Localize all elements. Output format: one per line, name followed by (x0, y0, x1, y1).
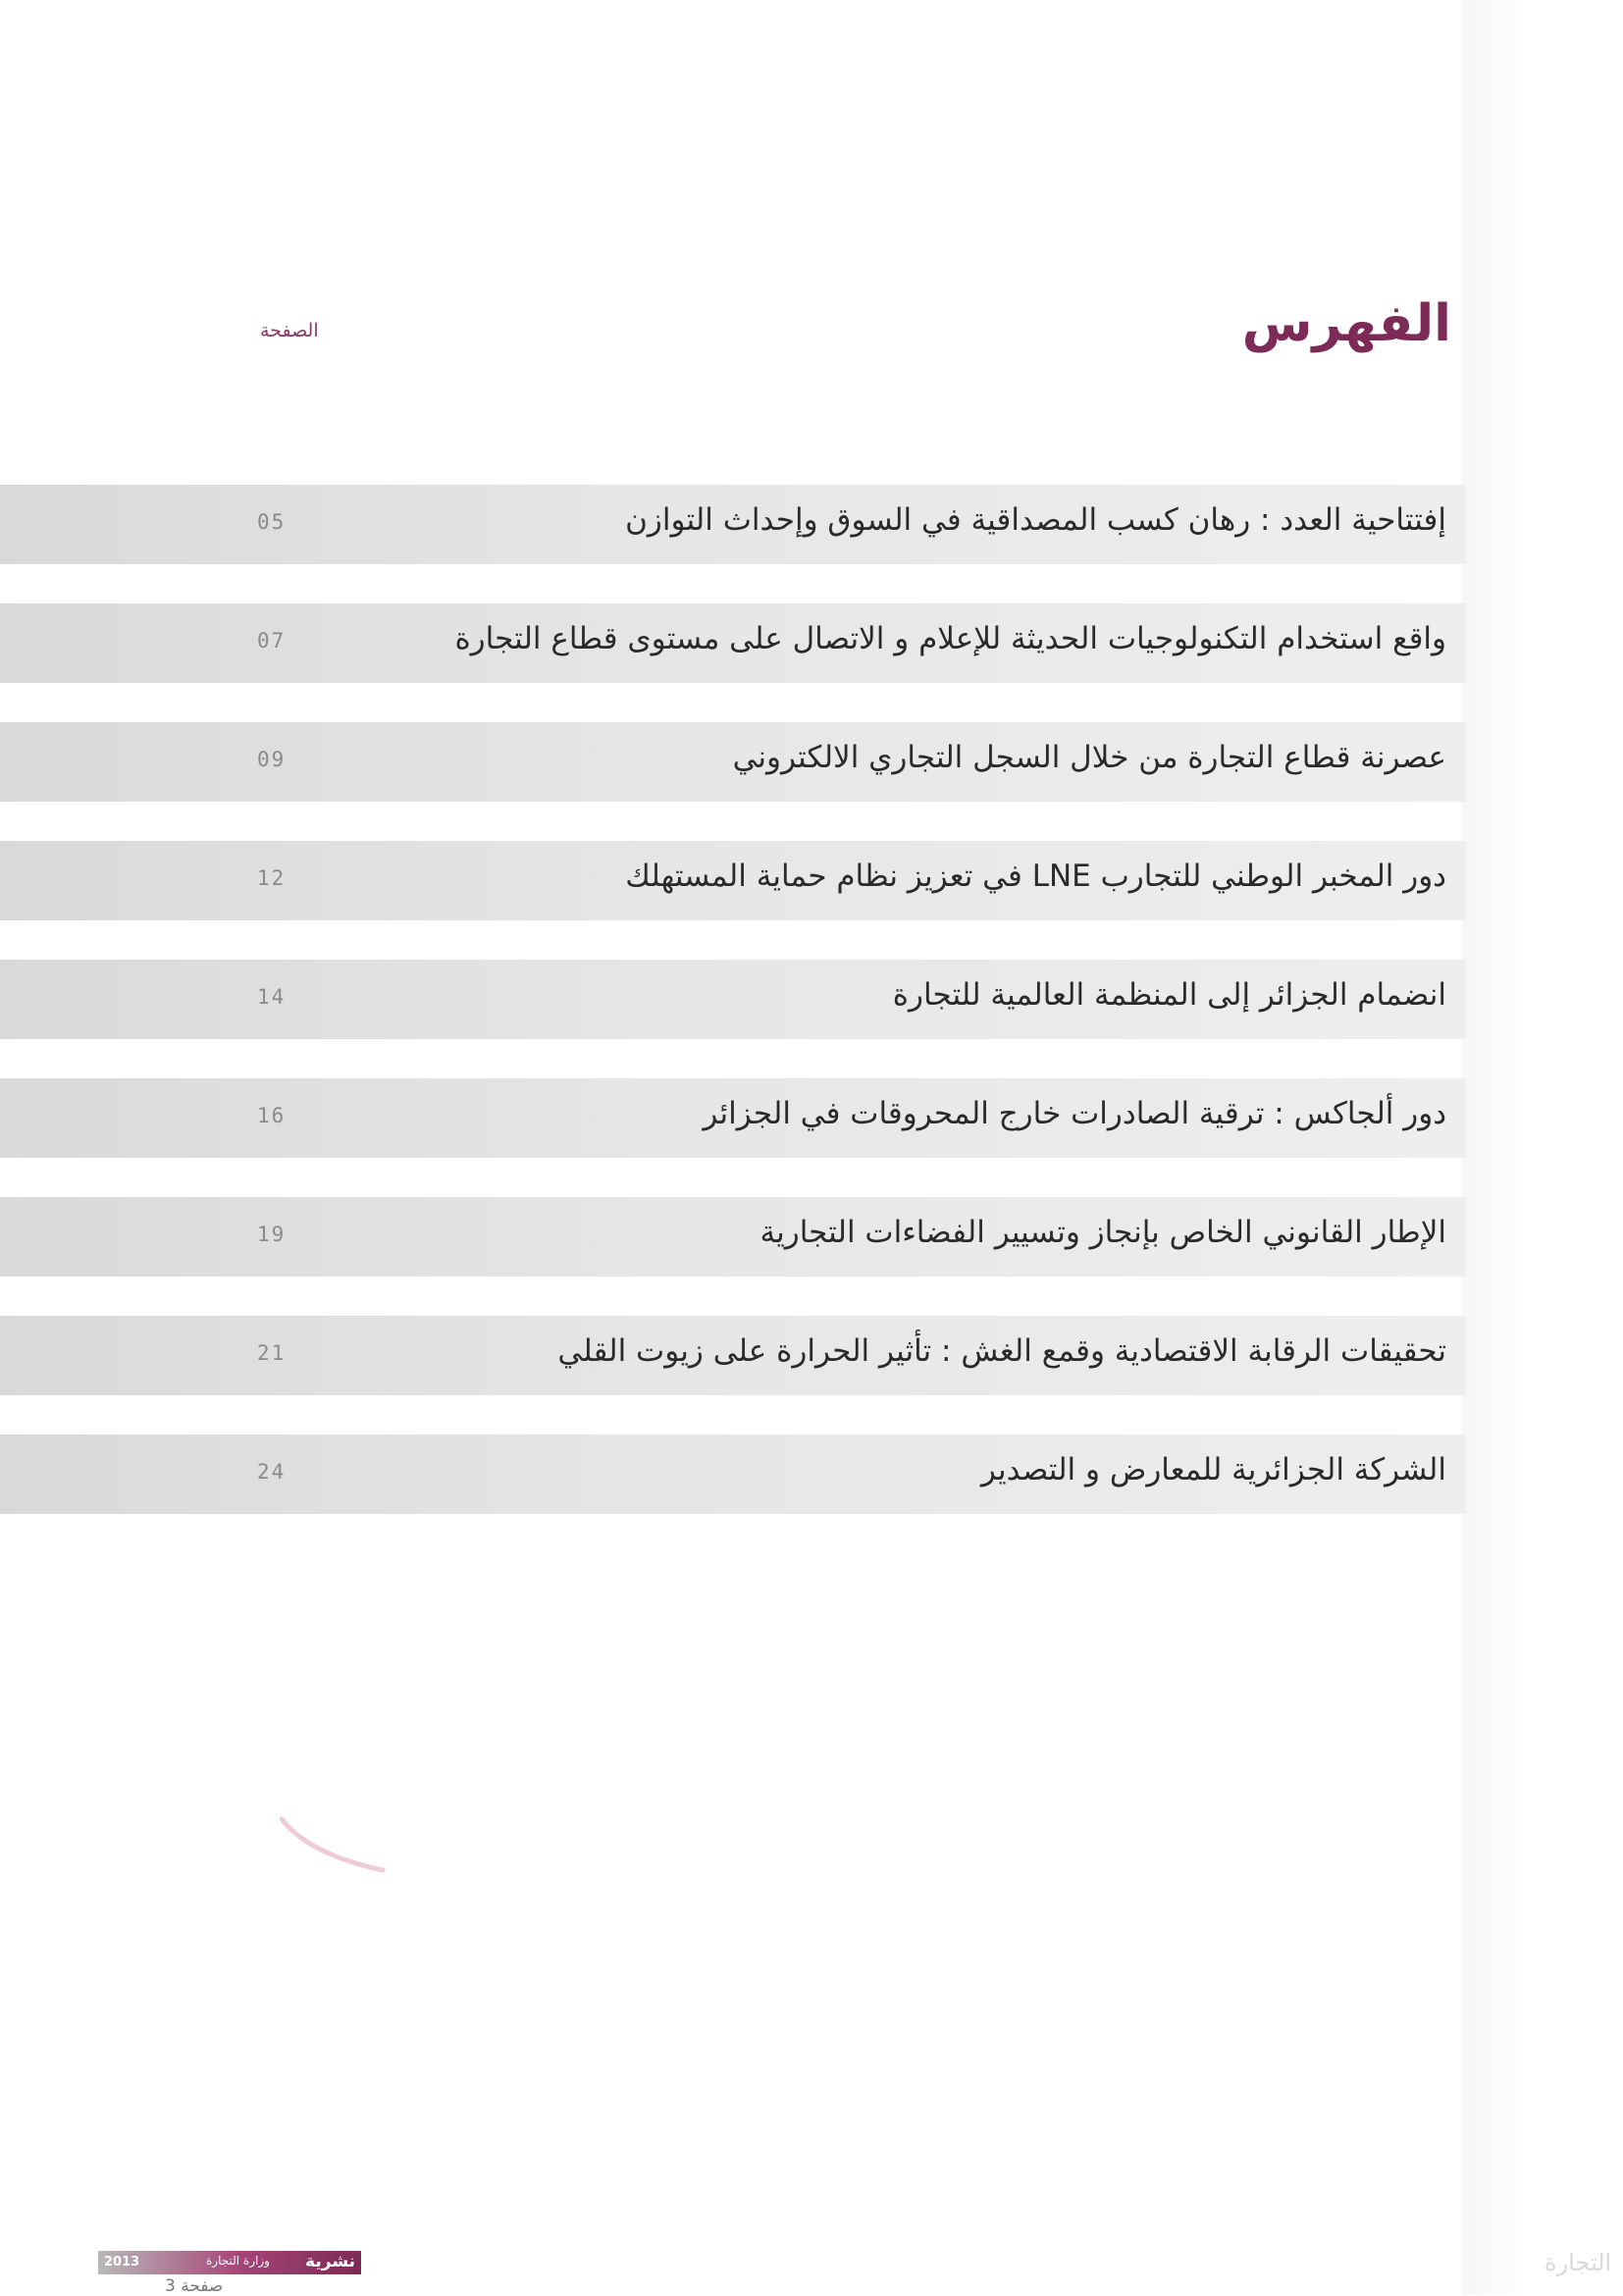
toc-entry-title: واقع استخدام التكنولوجيات الحديثة للإعلام و الاتصال على مستوى قطاع التجارة (454, 621, 1446, 656)
toc-row[interactable] (0, 1316, 1466, 1395)
footer-year: 2013 (104, 2255, 140, 2270)
toc-row[interactable] (0, 1435, 1466, 1514)
toc-entry-title: تحقيقات الرقابة الاقتصادية وقمع الغش : تأثير الحرارة على زيوت القلي (557, 1333, 1446, 1369)
page-column-label: الصفحة (260, 320, 319, 341)
toc-entry-page: 21 (257, 1341, 287, 1365)
toc-entry-title: دور المخبر الوطني للتجارب LNE في تعزيز نظام حماية المستهلك (625, 859, 1446, 894)
toc-entry-title: انضمام الجزائر إلى المنظمة العالمية للتجارة (892, 977, 1446, 1013)
toc-row[interactable] (0, 485, 1466, 564)
toc-row[interactable] (0, 1078, 1466, 1158)
page-title: الفهرس (1241, 294, 1451, 353)
toc-row[interactable] (0, 722, 1466, 802)
toc-entry-page: 24 (257, 1460, 287, 1484)
footer-brand: نشرية (305, 2252, 355, 2271)
toc-entry-page: 16 (257, 1104, 287, 1127)
toc-entry-title: دور ألجاكس : ترقية الصادرات خارج المحروقات في الجزائر (703, 1096, 1446, 1131)
toc-row[interactable] (0, 960, 1466, 1039)
toc-row[interactable] (0, 1197, 1466, 1277)
toc-entry-page: 05 (257, 510, 287, 534)
toc-entry-page: 14 (257, 985, 287, 1009)
toc-entry-page: 09 (257, 748, 287, 771)
footer-subtitle: وزارة التجارة (206, 2254, 270, 2268)
decorative-stroke (280, 1815, 388, 1874)
toc-entry-title: الإطار القانوني الخاص بإنجاز وتسيير الفضاءات التجارية (759, 1215, 1446, 1250)
toc-entry-page: 12 (257, 866, 287, 890)
toc-entry-title: إفتتاحية العدد : رهان كسب المصداقية في السوق وإحداث التوازن (625, 502, 1446, 538)
toc-entry-title: عصرنة قطاع التجارة من خلال السجل التجاري الالكتروني (732, 740, 1446, 775)
table-of-contents (0, 485, 1466, 1553)
toc-row[interactable] (0, 603, 1466, 683)
toc-entry-page: 19 (257, 1223, 287, 1246)
toc-entry-title: الشركة الجزائرية للمعارض و التصدير (980, 1452, 1446, 1487)
toc-entry-page: 07 (257, 629, 287, 652)
spine-text: التجارة (1544, 2249, 1612, 2276)
spine-shadow (1462, 0, 1623, 2295)
footer-page-number: صفحة 3 (165, 2276, 224, 2296)
footer-brand-bar (98, 2251, 361, 2274)
toc-row[interactable] (0, 841, 1466, 920)
